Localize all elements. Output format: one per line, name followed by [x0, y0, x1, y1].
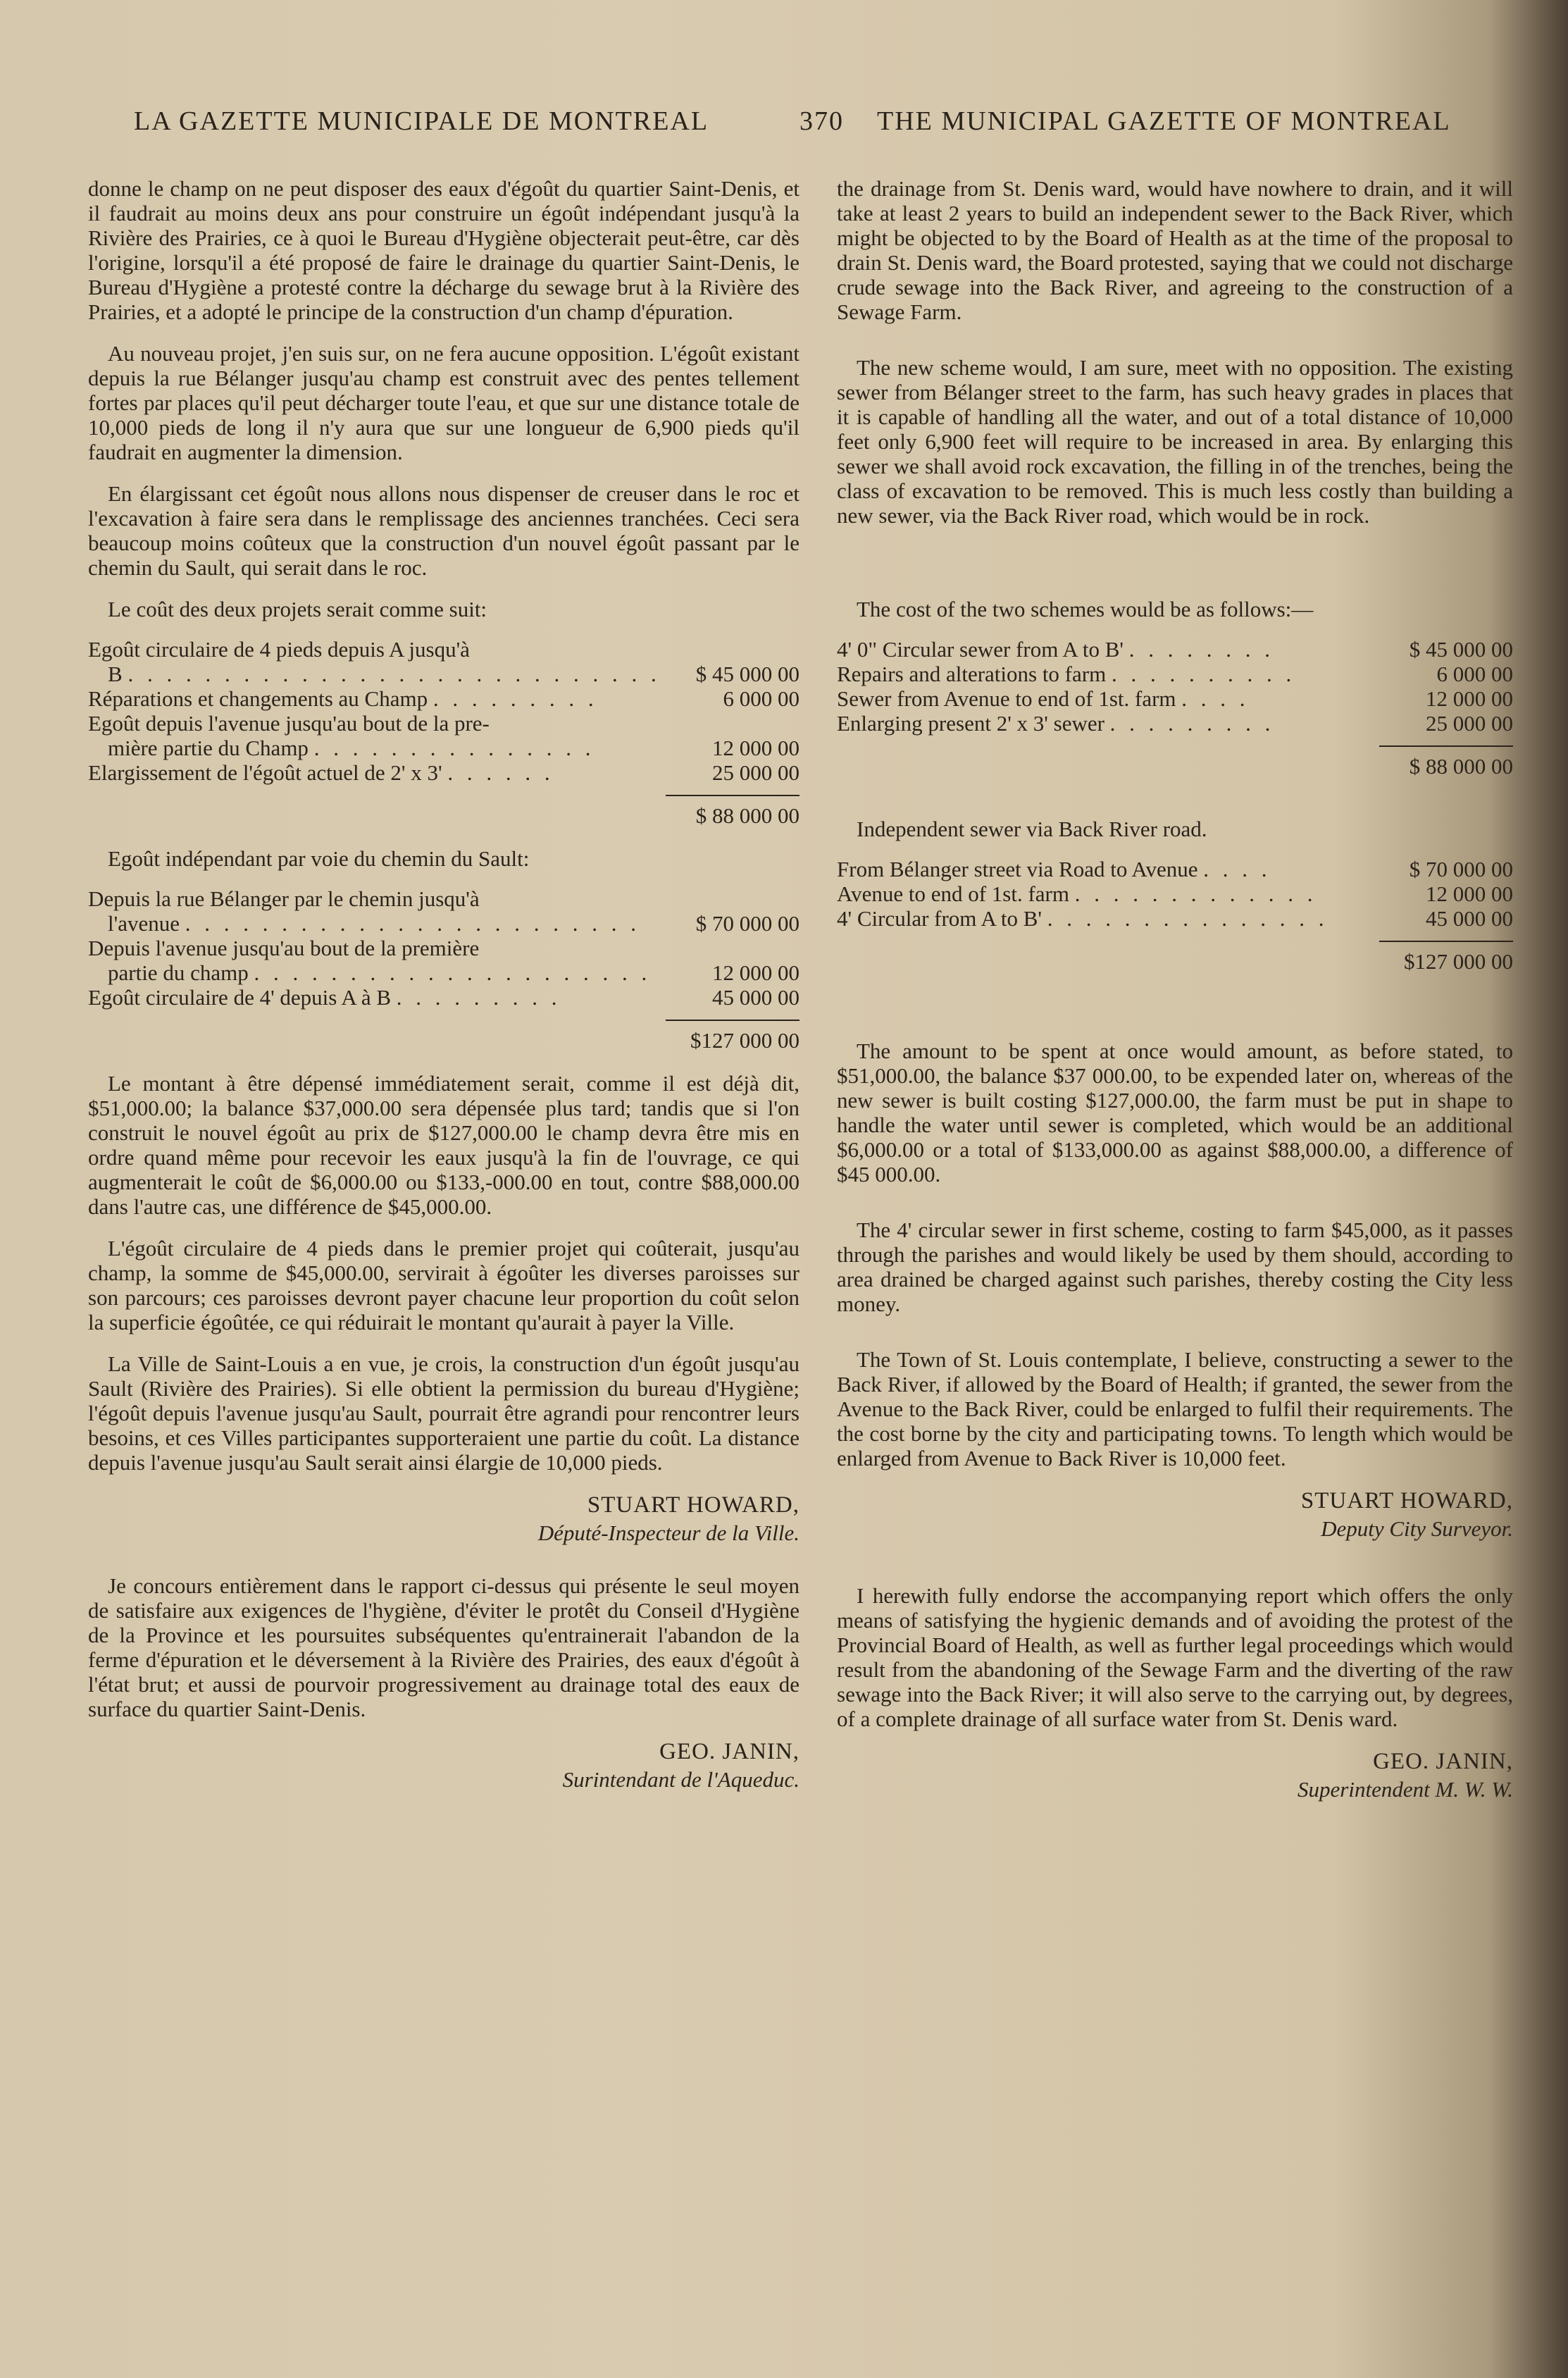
- row-label: Sewer from Avenue to end of 1st. farm: [837, 686, 1176, 711]
- row-label: mière partie du Champ: [108, 736, 309, 760]
- fr-scheme2-table: [88, 886, 799, 1010]
- row-label: Réparations et changements au Champ: [88, 686, 428, 711]
- en-paragraph-4: The 4' circular sewer in first scheme, costing to farm $45,000, as it passes through the parishes and would likely be used by them should, according to area drained be charged against such parishes, thereby costing the City less money.: [837, 1218, 1513, 1316]
- en-signature-2-title: Superintendent M. W. W.: [1298, 1777, 1513, 1802]
- fr-scheme2-total: $127 000 00: [690, 1028, 799, 1053]
- fr-paragraph-2: Au nouveau projet, j'en suis sur, on ne fera aucune opposition. L'égoût existant depuis la rue Bélanger jusqu'au champ est construit avec des pentes tellement fortes par places qu'il peut décharger toute l'eau, et que sur une distance totale de 10,000 pieds de long il n'y aura que sur une longueur de 6,900 pieds qu'il faudrait en augmenter la dimension.: [88, 341, 799, 464]
- row-amount: $ 70 000 00: [695, 911, 799, 936]
- table-row: Sewer from Avenue to end of 1st. farm . . . . 12 000 00: [837, 686, 1513, 711]
- page-header: [134, 106, 1514, 148]
- en-signature-1-name: STUART HOWARD,: [1300, 1488, 1513, 1513]
- fr-cost-intro: Le coût des deux projets serait comme suit:: [108, 597, 487, 621]
- fr-paragraph-1: donne le champ on ne peut disposer des eaux d'égoût du quartier Saint-Denis, et il faudrait au moins deux ans pour construire un égoût indépendant jusqu'à la Rivière des Prairies, ce à quoi le Bureau d'Hygiène objecterait peut-être, car dès l'origine, lorsqu'il a été proposé de faire le drainage du quartier Saint-Denis, le Bureau d'Hygiène a protesté contre la décharge du sewage brut à la Rivière des Prairies, et a adopté le principe de la construction d'un champ d'épuration.: [88, 176, 799, 324]
- row-amount: $ 70 000 00: [1409, 857, 1513, 881]
- en-scheme1-total: $ 88 000 00: [1409, 754, 1513, 779]
- table-row: 4' 0" Circular sewer from A to B' . . . . . . . . $ 45 000 00: [837, 637, 1513, 662]
- fr-signature-1-name: STUART HOWARD,: [587, 1492, 799, 1518]
- table-row: From Bélanger street via Road to Avenue . . . . $ 70 000 00: [837, 857, 1513, 881]
- en-scheme2-total: $127 000 00: [1404, 949, 1513, 974]
- fr-paragraph-7: Je concours entièrement dans le rapport ci-dessus qui présente le seul moyen de satisfaire aux exigences de l'hygiène, d'éviter le protêt du Conseil d'Hygiène de la Province et les poursuites subséquentes qu'entrainerait l'abandon de la ferme d'épuration et le déversement à la Rivière des Prairies, des eaux d'égoût à l'état brut; et aussi de pourvoir progressivement au drainage total des eaux de surface du quartier Saint-Denis.: [88, 1573, 799, 1721]
- en-paragraph-5: The Town of St. Louis contemplate, I believe, constructing a sewer to the Back River, if allowed by the Board of Health; if granted, the sewer from the Avenue to the Back River, could be enlarged to fulfil their requirements. The the cost borne by the city and participating towns. To length which would be enlarged from Avenue to Back River is 10,000 feet.: [837, 1347, 1513, 1470]
- table-row: Réparations et changements au Champ . . . . . . . . . 6 000 00: [88, 686, 799, 711]
- row-amount: 12 000 00: [1426, 881, 1513, 906]
- en-cost-intro: The cost of the two schemes would be as follows:—: [857, 597, 1314, 621]
- fr-scheme1-table: [88, 637, 799, 785]
- row-amount: 25 000 00: [1426, 711, 1513, 736]
- row-label: From Bélanger street via Road to Avenue: [837, 857, 1198, 881]
- row-amount: $ 45 000 00: [1409, 637, 1513, 662]
- header-english-title: THE MUNICIPAL GAZETTE OF MONTREAL: [877, 106, 1451, 136]
- table-row: partie du champ . . . . . . . . . . . . . . . . . . . . . 12 000 00: [108, 960, 799, 985]
- table-row: [88, 936, 799, 960]
- total-rule: [1379, 941, 1513, 942]
- en-paragraph-6: I herewith fully endorse the accompanying report which offers the only means of satisfying the hygienic demands and of avoiding the protest of the Provincial Board of Health, as well as further legal proceedings which would result from the abandoning of the Sewage Farm and the diverting of the raw sewage into the Back River; it will also serve to the carrying out, by degrees, of a complete drainage of all surface water from St. Denis ward.: [837, 1583, 1513, 1731]
- row-amount: 6 000 00: [723, 686, 799, 711]
- fr-signature-1-title: Député-Inspecteur de la Ville.: [537, 1521, 799, 1545]
- table-row: Egoût circulaire de 4' depuis A à B . . . . . . . . . 45 000 00: [88, 985, 799, 1010]
- table-row: l'avenue . . . . . . . . . . . . . . . . . . . . . . . . $ 70 000 00: [108, 911, 799, 936]
- table-row: Repairs and alterations to farm . . . . . . . . . . 6 000 00: [837, 662, 1513, 686]
- fr-paragraph-5: L'égoût circulaire de 4 pieds dans le premier projet qui coûterait, jusqu'au champ, la somme de $45,000.00, servirait à égoûter les diverses paroisses sur son parcours; ces paroisses devront payer chacune leur proportion du coût selon la superficie égoûtée, ce qui réduirait le montant qu'aurait à payer la Ville.: [88, 1236, 799, 1334]
- row-label: Depuis la rue Bélanger par le chemin jusqu'à: [88, 886, 480, 911]
- row-amount: 12 000 00: [712, 960, 799, 985]
- en-paragraph-1: the drainage from St. Denis ward, would have nowhere to drain, and it will take at least 2 years to build an independent sewer to the Back River, which might be objected to by the Board of Health as at the time of the proposal to drain St. Denis ward, the Board protested, saying that we could not discharge crude sewage into the Back River, and agreeing to the construction of a Sewage Farm.: [837, 176, 1513, 324]
- en-paragraph-2: The new scheme would, I am sure, meet with no opposition. The existing sewer from Bélanger street to the farm, has such heavy grades in places that it is capable of handling all the water, and out of a total distance of 10,000 feet only 6,900 feet will require to be increased in area. By enlarging this sewer we shall avoid rock excavation, the filling in of the trenches, being the class of excavation to be removed. This is much less costly than building a new sewer, via the Back River road, which would be in rock.: [837, 355, 1513, 528]
- row-label: Egoût depuis l'avenue jusqu'au bout de la pre-: [88, 711, 490, 736]
- row-label: Depuis l'avenue jusqu'au bout de la première: [88, 936, 480, 960]
- row-label: Repairs and alterations to farm: [837, 662, 1107, 686]
- row-amount: 12 000 00: [1426, 686, 1513, 711]
- row-amount: 6 000 00: [1436, 662, 1513, 686]
- english-column: [837, 176, 1513, 1830]
- table-row: [88, 886, 799, 911]
- fr-paragraph-3: En élargissant cet égoût nous allons nous dispenser de creuser dans le roc et l'excavation à faire sera dans le remplissage des anciennes tranchées. Ceci sera beaucoup moins coûteux que la construction d'un nouvel égoût passant par le chemin du Sault, qui serait dans le roc.: [88, 481, 799, 580]
- en-scheme2-table: [837, 857, 1513, 931]
- row-label: Enlarging present 2' x 3' sewer: [837, 711, 1105, 736]
- en-scheme1-table: [837, 637, 1513, 736]
- row-amount: 25 000 00: [712, 760, 799, 785]
- fr-signature-2-title: Surintendant de l'Aqueduc.: [562, 1767, 799, 1792]
- french-column: [88, 176, 799, 1820]
- table-row: Avenue to end of 1st. farm . . . . . . . . . . . . . 12 000 00: [837, 881, 1513, 906]
- row-label: Elargissement de l'égoût actuel de 2' x 3': [88, 760, 442, 785]
- table-row: B . . . . . . . . . . . . . . . . . . . . . . . . . . . . $ 45 000 00: [108, 662, 799, 686]
- table-row: Elargissement de l'égoût actuel de 2' x 3' . . . . . . 25 000 00: [88, 760, 799, 785]
- row-amount: 12 000 00: [712, 736, 799, 760]
- row-amount: 45 000 00: [1426, 906, 1513, 931]
- en-signature-1-title: Deputy City Surveyor.: [1321, 1516, 1513, 1541]
- row-label: 4' Circular from A to B': [837, 906, 1043, 931]
- fr-scheme1-total: $ 88 000 00: [695, 803, 799, 828]
- total-rule: [1379, 745, 1513, 747]
- row-label: Egoût circulaire de 4' depuis A à B: [88, 985, 392, 1010]
- header-french-title: LA GAZETTE MUNICIPALE DE MONTREAL: [134, 106, 709, 136]
- fr-independent-intro: Egoût indépendant par voie du chemin du Sault:: [108, 846, 530, 871]
- table-row: 4' Circular from A to B' . . . . . . . . . . . . . . . 45 000 00: [837, 906, 1513, 931]
- en-signature-2-name: GEO. JANIN,: [1373, 1749, 1513, 1774]
- en-independent-intro: Independent sewer via Back River road.: [857, 817, 1207, 841]
- row-amount: 45 000 00: [712, 985, 799, 1010]
- row-label: 4' 0" Circular sewer from A to B': [837, 637, 1124, 662]
- row-label: l'avenue: [108, 911, 180, 936]
- table-row: Enlarging present 2' x 3' sewer . . . . . . . . . 25 000 00: [837, 711, 1513, 736]
- page-number: 370: [799, 106, 844, 136]
- fr-paragraph-4: Le montant à être dépensé immédiatement serait, comme il est déjà dit, $51,000.00; la balance $37,000.00 sera dépensée plus tard; tandis que si l'on construit le nouvel égoût au prix de $127,000.00 le champ devra être mis en ordre quand même pour recevoir les eaux jusqu'à la fin de l'ouvrage, ce qui augmenterait le coût de $6,000.00 ou $133,-000.00 en tout, contre $88,000.00 dans l'autre cas, une différence de $45,000.00.: [88, 1071, 799, 1219]
- row-label: partie du champ: [108, 960, 249, 985]
- row-label: Avenue to end of 1st. farm: [837, 881, 1069, 906]
- total-rule: [666, 1020, 799, 1021]
- row-label: B: [108, 662, 123, 686]
- table-row: mière partie du Champ . . . . . . . . . . . . . . . 12 000 00: [108, 736, 799, 760]
- fr-signature-2-name: GEO. JANIN,: [659, 1739, 799, 1764]
- fr-paragraph-6: La Ville de Saint-Louis a en vue, je crois, la construction d'un égoût jusqu'au Sault (Rivière des Prairies). Si elle obtient la permission du bureau d'Hygiène; l'égoût depuis l'avenue jusqu'au Sault, pourrait être agrandi pour rencontrer leurs besoins, et ces Villes participantes supporteraient une partie du coût. La distance depuis l'avenue jusqu'au Sault serait ainsi élargie de 10,000 pieds.: [88, 1351, 799, 1475]
- en-paragraph-3: The amount to be spent at once would amount, as before stated, to $51,000.00, the balance $37 000.00, to be expended later on, whereas of the new sewer is built costing $127,000.00, the farm must be put in shape to handle the water until sewer is completed, which would be an additional $6,000.00 or a total of $133,000.00 as against $88,000.00, a difference of $45 000.00.: [837, 1039, 1513, 1187]
- table-row: [88, 637, 799, 662]
- row-label: Egoût circulaire de 4 pieds depuis A jusqu'à: [88, 637, 470, 662]
- table-row: [88, 711, 799, 736]
- row-amount: $ 45 000 00: [695, 662, 799, 686]
- total-rule: [666, 795, 799, 796]
